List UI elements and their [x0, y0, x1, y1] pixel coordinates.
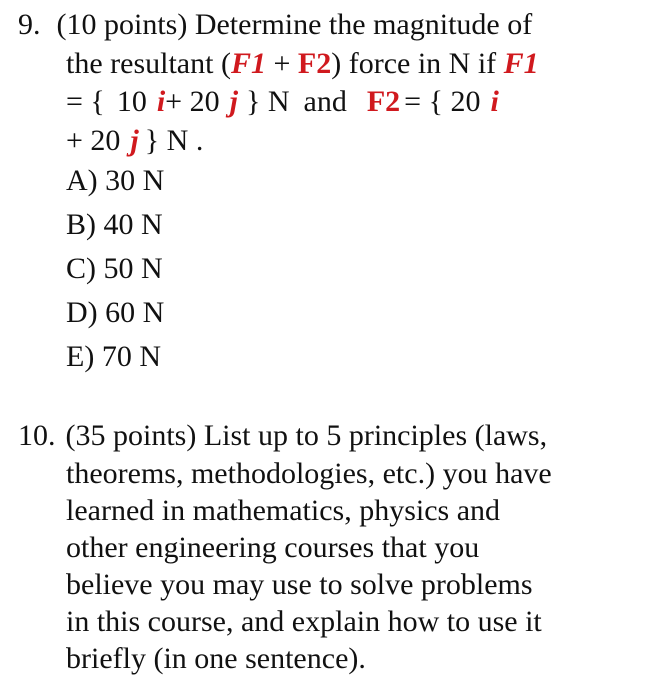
- q10-line-3: learned in mathematics, physics and: [66, 494, 501, 527]
- q9-f2-x: = { 20: [404, 85, 481, 118]
- q9-option-a: A) 30 N: [66, 164, 165, 197]
- q10-line-6: in this course, and explain how to use it: [66, 605, 542, 638]
- q9-line1-text: (10 points) Determine the magnitude of: [56, 8, 533, 41]
- q9-option-c: C) 50 N: [66, 252, 163, 285]
- q10-line-1: [18, 417, 547, 455]
- q9-line-2: [66, 45, 539, 83]
- q9-unit-i-2: i: [490, 85, 499, 118]
- q9-line2-text-a: the resultant (: [66, 47, 231, 80]
- q9-line-3: [66, 83, 499, 121]
- q10-line-4: other engineering courses that you: [66, 531, 480, 564]
- q9-close-2: } N .: [144, 124, 204, 157]
- q9-plus: +: [265, 47, 298, 80]
- q9-line2-text-b: ) force in N if: [331, 47, 504, 80]
- q9-close-1: } N: [245, 85, 290, 118]
- q9-eq: = {: [66, 85, 105, 118]
- q9-and: and: [303, 85, 347, 118]
- q9-unit-i: i: [156, 85, 166, 118]
- q9-f2-symbol: F2: [297, 47, 332, 80]
- q9-f1-symbol: F1: [230, 47, 266, 80]
- q10-line-5: believe you may use to solve problems: [66, 568, 533, 601]
- q9-f1-symbol-2: F1: [503, 47, 539, 80]
- q9-option-b: B) 40 N: [66, 208, 163, 241]
- q9-f1-x: 10: [116, 85, 147, 118]
- q10-number: 10.: [18, 419, 56, 452]
- q9-option-e: E) 70 N: [66, 340, 161, 373]
- q10-line-7: briefly (in one sentence).: [66, 642, 366, 675]
- q9-unit-j-2: j: [130, 124, 139, 157]
- q9-number: 9.: [18, 8, 41, 41]
- q9-line-4: [66, 122, 203, 160]
- q10-line1-text: (35 points) List up to 5 principles (laws,: [65, 419, 548, 452]
- q9-f2-y: + 20: [66, 124, 121, 157]
- q9-unit-j: j: [229, 85, 238, 118]
- q9-f2-symbol-2: F2: [366, 85, 401, 118]
- q9-f1-y: + 20: [165, 85, 220, 118]
- q10-line-2: theorems, methodologies, etc.) you have: [66, 457, 552, 490]
- q9-line-1: [18, 6, 532, 44]
- q9-option-d: D) 60 N: [66, 296, 165, 329]
